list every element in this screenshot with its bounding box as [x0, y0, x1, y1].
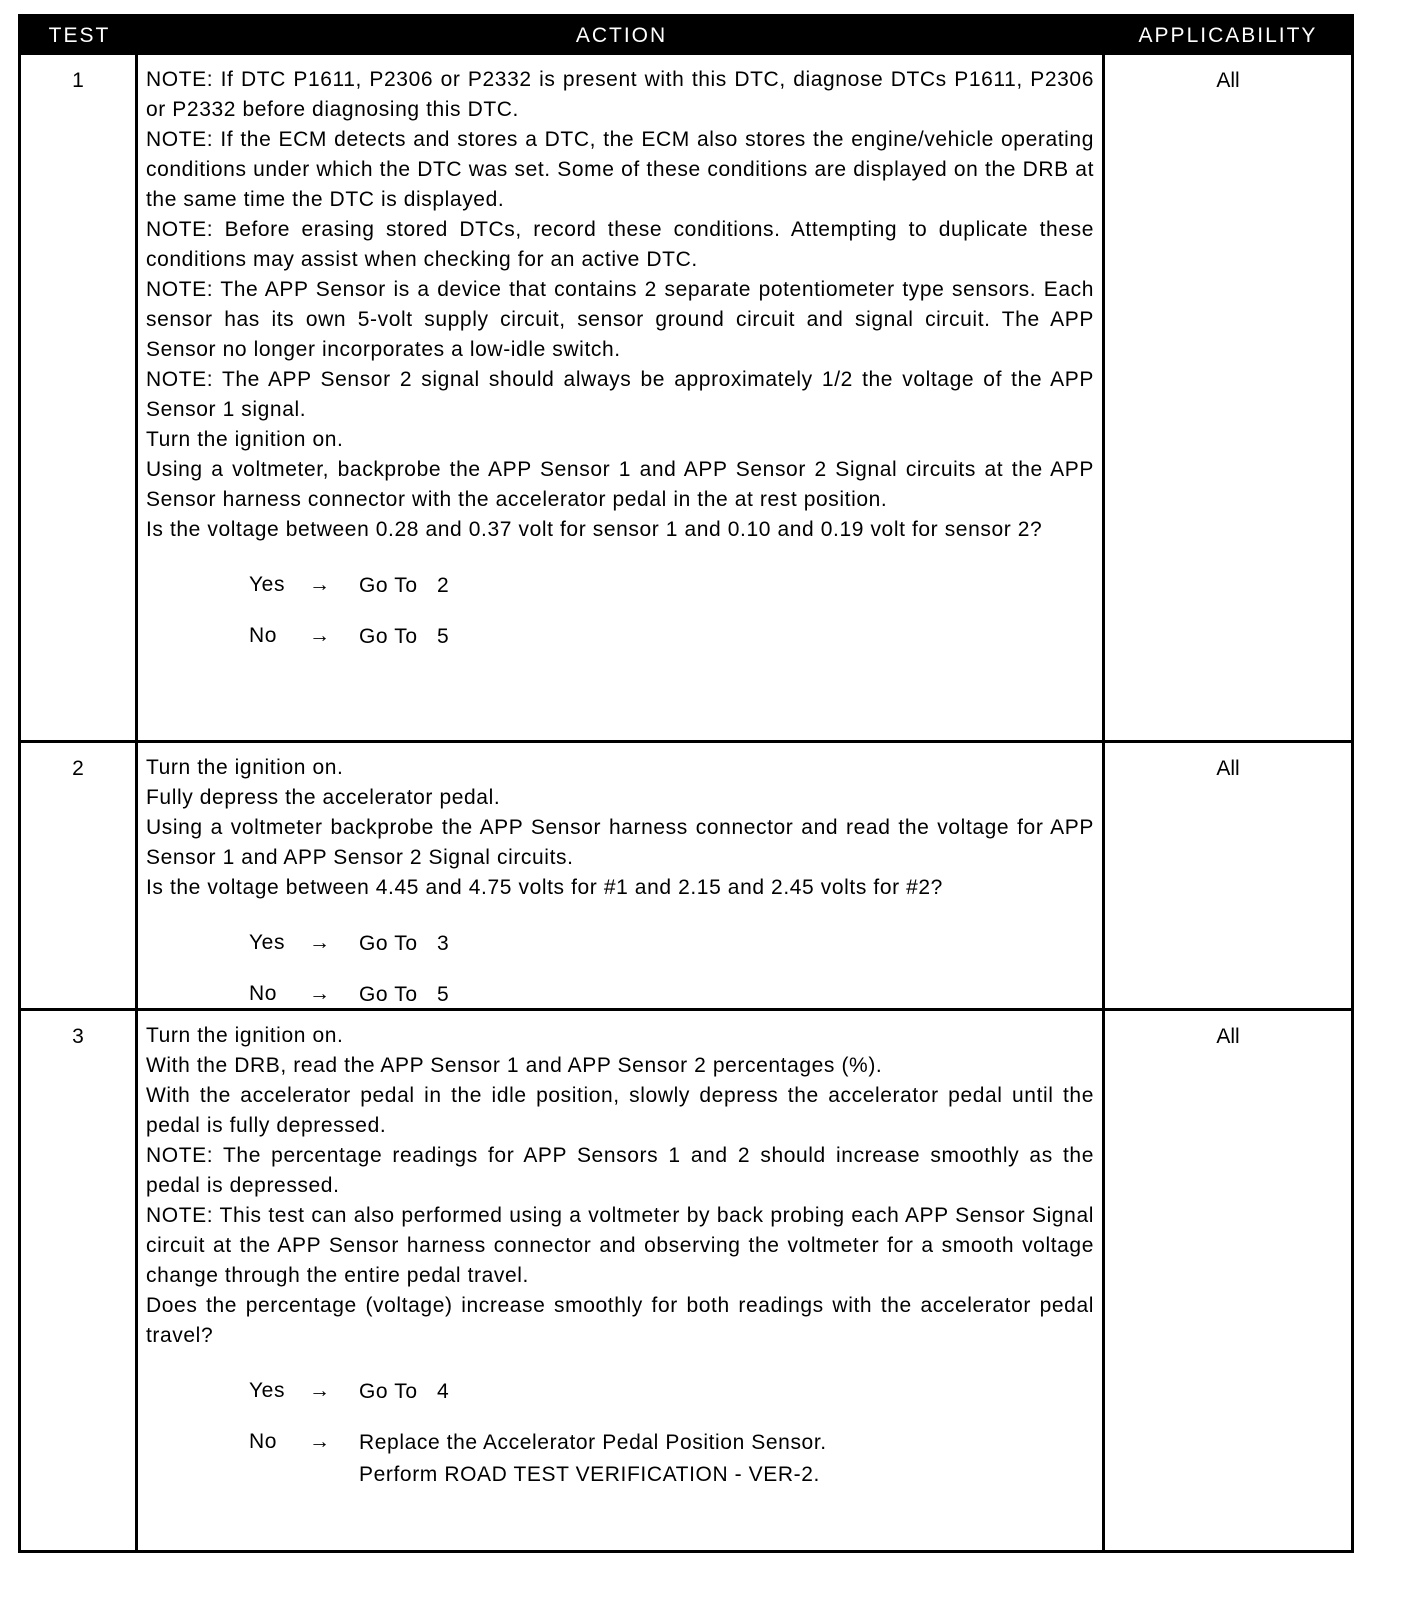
answer-action	[359, 570, 449, 602]
spacer	[146, 545, 1094, 551]
action-paragraph: NOTE: If DTC P1611, P2306 or P2332 is present with this DTC, diagnose DTCs P1611, P2306 or P2332 before diagnosing this DTC.	[146, 68, 1094, 121]
arrow-icon: →	[309, 1379, 331, 1402]
action-paragraph: NOTE: The percentage readings for APP Sensors 1 and 2 should increase smoothly as the pedal is depressed.	[146, 1144, 1094, 1197]
answer-action	[359, 979, 449, 1011]
table-row	[21, 740, 1351, 1008]
action-paragraph: NOTE: Before erasing stored DTCs, record these conditions. Attempting to duplicate these conditions may assist when checking for an active DTC.	[146, 218, 1094, 271]
answer-action	[359, 1376, 449, 1408]
action-paragraph: Turn the ignition on.	[146, 756, 344, 779]
answer-option	[146, 1427, 1094, 1491]
answer-label: Yes	[249, 1379, 286, 1402]
action-cell	[138, 743, 1105, 1008]
test-number: 3	[21, 1011, 138, 1550]
answer-option	[146, 621, 1094, 653]
action-line: Replace the Accelerator Pedal Position Sensor.	[359, 1431, 827, 1454]
action-paragraph: Does the percentage (voltage) increase smoothly for both readings with the accelerator pedal travel?	[146, 1294, 1094, 1347]
action-paragraph: With the accelerator pedal in the idle position, slowly depress the accelerator pedal until the pedal is fully depressed.	[146, 1084, 1094, 1137]
action-paragraph: NOTE: The APP Sensor 2 signal should always be approximately 1/2 the voltage of the APP Sensor 1 signal.	[146, 368, 1094, 421]
action-paragraph: NOTE: This test can also performed using a voltmeter by back probing each APP Sensor Signal circuit at the APP Sensor harness connector and observing the voltmeter for a smooth voltage change through the entire pedal travel.	[146, 1204, 1094, 1287]
arrow-icon: →	[309, 931, 331, 954]
answer-option	[146, 1376, 1094, 1408]
action-paragraph: Is the voltage between 4.45 and 4.75 volts for #1 and 2.15 and 2.45 volts for #2?	[146, 876, 943, 899]
answer-label: Yes	[249, 931, 286, 954]
header-applicability: APPLICABILITY	[1138, 24, 1318, 47]
spacer	[146, 903, 1094, 909]
action-paragraph: NOTE: The APP Sensor is a device that contains 2 separate potentiometer type sensors. Each sensor has its own 5-volt supply circuit, sensor ground circuit and signal circuit. The APP Sensor no longer incorporates a low-idle switch.	[146, 278, 1094, 361]
answer-option	[146, 570, 1094, 602]
test-number: 1	[21, 55, 138, 740]
action-cell	[138, 55, 1105, 740]
action-line: Go To 5	[359, 625, 450, 648]
action-paragraph: Turn the ignition on.	[146, 428, 344, 451]
arrow-icon: →	[309, 1430, 331, 1453]
header-action: ACTION	[575, 24, 668, 47]
answer-action	[359, 1427, 827, 1491]
answer-label: Yes	[249, 573, 286, 596]
answer-label: No	[249, 982, 278, 1005]
spacer	[146, 1351, 1094, 1357]
arrow-icon: →	[309, 982, 331, 1005]
arrow-icon: →	[309, 624, 331, 647]
table-header	[21, 17, 1351, 55]
answer-action	[359, 928, 449, 960]
action-paragraph: With the DRB, read the APP Sensor 1 and APP Sensor 2 percentages (%).	[146, 1054, 883, 1077]
answer-option	[146, 979, 1094, 1011]
diagnostic-test-table	[18, 14, 1354, 1553]
action-paragraph: Turn the ignition on.	[146, 1024, 344, 1047]
action-line: Go To 2	[359, 574, 450, 597]
action-cell	[138, 1011, 1105, 1550]
action-line: Perform ROAD TEST VERIFICATION - VER-2.	[359, 1463, 820, 1486]
action-paragraph: Fully depress the accelerator pedal.	[146, 786, 501, 809]
applicability: All	[1216, 69, 1240, 92]
action-line: Go To 4	[359, 1380, 450, 1403]
action-paragraph: NOTE: If the ECM detects and stores a DTC, the ECM also stores the engine/vehicle operating conditions under which the DTC was set. Some of these conditions are displayed on the DRB at the same time the DTC is displayed.	[146, 128, 1094, 211]
action-paragraph: Using a voltmeter backprobe the APP Sensor harness connector and read the voltage for APP Sensor 1 and APP Sensor 2 Signal circuits.	[146, 816, 1094, 869]
action-paragraph: Is the voltage between 0.28 and 0.37 volt for sensor 1 and 0.10 and 0.19 volt for sensor 2?	[146, 518, 1043, 541]
answer-label: No	[249, 624, 278, 647]
test-number: 2	[21, 743, 138, 1008]
action-paragraph: Using a voltmeter, backprobe the APP Sensor 1 and APP Sensor 2 Signal circuits at the APP Sensor harness connector with the accelerator pedal in the at rest position.	[146, 458, 1094, 511]
header-test: TEST	[48, 24, 111, 47]
answer-label: No	[249, 1430, 278, 1453]
table-row	[21, 1008, 1351, 1550]
action-line: Go To 5	[359, 983, 450, 1006]
action-line: Go To 3	[359, 932, 450, 955]
answer-option	[146, 928, 1094, 960]
applicability: All	[1216, 1025, 1240, 1048]
applicability: All	[1216, 757, 1240, 780]
table-row	[21, 55, 1351, 740]
arrow-icon: →	[309, 573, 331, 596]
answer-action	[359, 621, 449, 653]
